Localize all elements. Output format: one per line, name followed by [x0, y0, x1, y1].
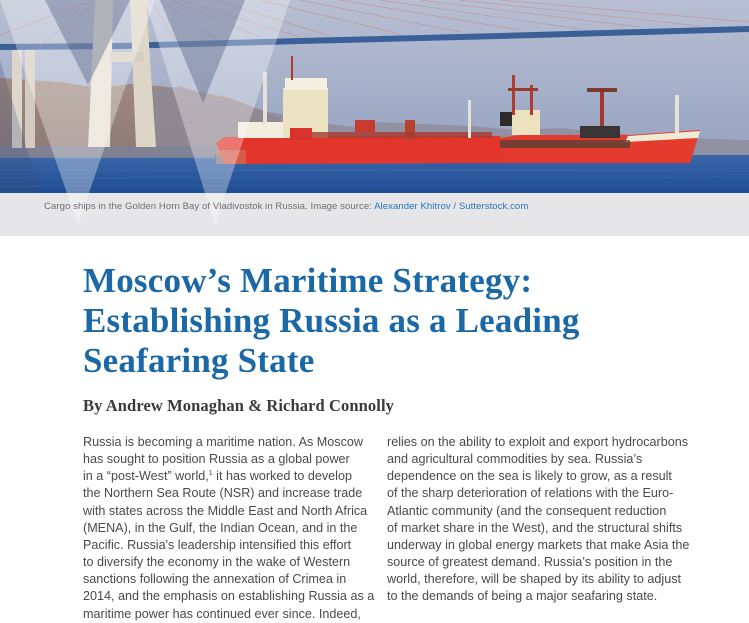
body-column-right [387, 434, 690, 606]
title-line: Moscow’s Maritime Strategy: [83, 261, 533, 300]
body-line: 2014, and the emphasis on establishing Russia as a [83, 589, 375, 604]
image-caption [44, 201, 528, 212]
caption-band [0, 193, 749, 236]
body-line-tail: it has worked to develop [212, 469, 352, 484]
title-line: Seafaring State [83, 341, 315, 380]
body-line: with states across the Middle East and North Africa [83, 503, 368, 518]
cargo-ships-photo [0, 0, 749, 193]
body-line: underway in global energy markets that make Asia the [387, 537, 690, 552]
body-line: of market share in the West), and the structural shifts [387, 520, 683, 535]
body-line: of the sharp deterioration of relations with the Euro- [387, 486, 674, 501]
body-line [83, 468, 368, 485]
footnote-marker[interactable]: 1 [208, 470, 213, 478]
body-line: Atlantic community (and the consequent reduction [387, 503, 667, 518]
body-line: source of greatest demand. Russia’s position in the [387, 555, 673, 570]
body-line: relies on the ability to exploit and export hydrocarbons [387, 435, 689, 449]
body-line: to diversify the economy in the wake of Western [83, 555, 351, 570]
body-line: Pacific. Russia's leadership intensified this effort [83, 537, 352, 552]
hero-photo [0, 0, 749, 193]
body-line: has sought to position Russia as a global power [83, 452, 350, 467]
body-line: to the demands of being a major seafaring state. [387, 589, 658, 604]
article-title [83, 261, 580, 381]
body-line: maritime power has continued ever since. Indeed, [83, 606, 361, 621]
body-line: Russia is becoming a maritime nation. As Moscow [83, 435, 363, 449]
body-line: and agricultural commodities by sea. Russia’s [387, 452, 643, 467]
title-line: Establishing Russia as a Leading [83, 301, 580, 340]
body-line: sanctions following the annexation of Crimea in [83, 572, 347, 587]
body-line: world, therefore, will be shaped by its ability to adjust [387, 572, 682, 587]
body-column-left [83, 434, 375, 623]
body-line: the Northern Sea Route (NSR) and increase trade [83, 486, 363, 501]
byline: By Andrew Monaghan & Richard Connolly [83, 396, 394, 415]
body-line: (MENA), in the Gulf, the Indian Ocean, and in the [83, 520, 358, 535]
body-line: dependence on the sea is likely to grow, as a result [387, 469, 672, 484]
image-source-link[interactable]: Alexander Khitrov / Sutterstock.com [374, 201, 529, 212]
body-line-head: in a “post-West” world, [83, 469, 209, 484]
caption-text: Cargo ships in the Golden Horn Bay of Vladivostok in Russia. Image source: [44, 201, 375, 212]
